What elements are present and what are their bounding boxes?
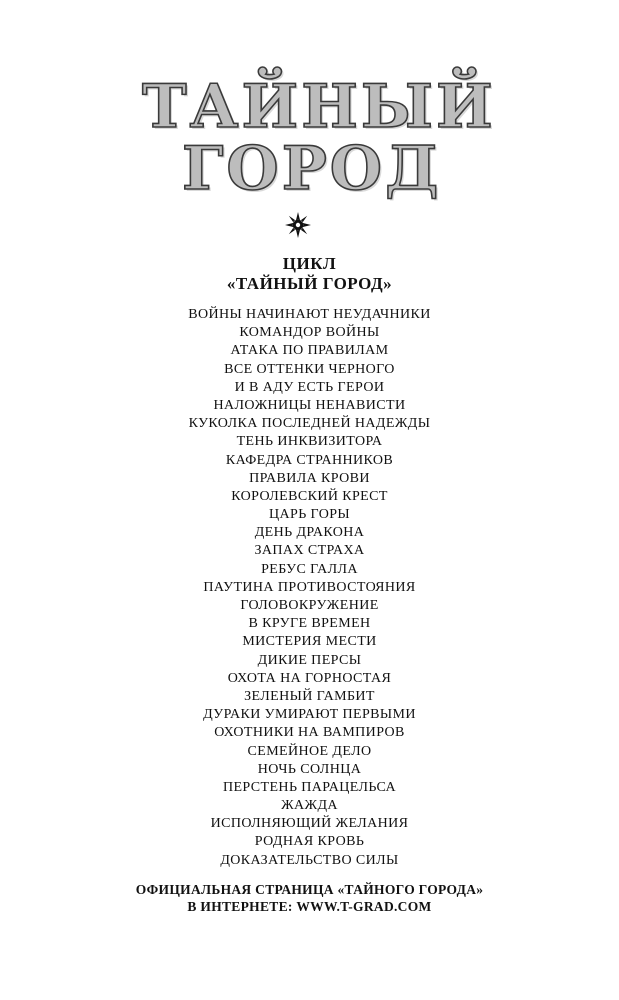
book-title: КАФЕДРА СТРАННИКОВ xyxy=(225,452,394,468)
book-title: ОХОТНИКИ НА ВАМПИРОВ xyxy=(214,725,405,741)
book-title: ПЕРСТЕНЬ ПАРАЦЕЛЬСА xyxy=(222,779,397,795)
book-title: ЖАЖДА xyxy=(281,798,338,814)
book-title: ГОЛОВОКРУЖЕНИЕ xyxy=(240,598,379,613)
series-heading-label: ЦИКЛ xyxy=(282,254,337,273)
book-title: ДОКАЗАТЕЛЬСТВО СИЛЫ xyxy=(220,852,399,868)
book-title: ДЕНЬ ДРАКОНА xyxy=(254,525,365,541)
footer-official-page: ОФИЦИАЛЬНАЯ СТРАНИЦА «ТАЙНОГО ГОРОДА» xyxy=(135,882,484,897)
book-title: ЗАПАХ СТРАХА xyxy=(254,543,365,559)
website-link[interactable]: WWW.T-GRAD.COM xyxy=(296,899,432,914)
book-title: НОЧЬ СОЛНЦА xyxy=(257,761,362,777)
book-title: КОРОЛЕВСКИЙ КРЕСТ xyxy=(231,488,388,504)
book-title: ТЕНЬ ИНКВИЗИТОРА xyxy=(236,434,383,450)
book-title: МИСТЕРИЯ МЕСТИ xyxy=(242,634,377,650)
book-title: ВСЕ ОТТЕНКИ ЧЕРНОГО xyxy=(224,361,395,377)
book-title: НАЛОЖНИЦЫ НЕНАВИСТИ xyxy=(213,397,406,413)
book-title: ИСПОЛНЯЮЩИЙ ЖЕЛАНИЯ xyxy=(210,816,409,832)
book-title: СЕМЕЙНОЕ ДЕЛО xyxy=(247,743,372,759)
logo-line-2: ГОРОД xyxy=(182,134,442,204)
logo-line-1: ТАЙНЫЙ xyxy=(142,72,496,142)
book-title: ПАУТИНА ПРОТИВОСТОЯНИЯ xyxy=(203,579,416,595)
book-title: РЕБУС ГАЛЛА xyxy=(261,561,358,577)
book-title: АТАКА ПО ПРАВИЛАМ xyxy=(230,343,389,359)
book-title: ОХОТА НА ГОРНОСТАЯ xyxy=(227,670,392,686)
book-title: В КРУГЕ ВРЕМЕН xyxy=(248,616,371,632)
book-title: ЗЕЛЕНЫЙ ГАМБИТ xyxy=(244,688,375,704)
book-title: КОМАНДОР ВОЙНЫ xyxy=(239,325,380,341)
book-title: ДИКИЕ ПЕРСЫ xyxy=(257,652,362,668)
book-title: ЦАРЬ ГОРЫ xyxy=(269,507,350,523)
book-title: ДУРАКИ УМИРАЮТ ПЕРВЫМИ xyxy=(203,707,416,723)
star-ornament-icon xyxy=(285,212,311,238)
footer-website xyxy=(0,899,619,915)
series-logo xyxy=(120,72,496,204)
book-list xyxy=(0,306,619,870)
book-title: ВОЙНЫ НАЧИНАЮТ НЕУДАЧНИКИ xyxy=(188,307,431,322)
book-title: КУКОЛКА ПОСЛЕДНЕЙ НАДЕЖДЫ xyxy=(188,416,431,432)
book-title: ПРАВИЛА КРОВИ xyxy=(249,470,370,486)
book-title: РОДНАЯ КРОВЬ xyxy=(254,834,365,850)
series-heading-title: «ТАЙНЫЙ ГОРОД» xyxy=(226,274,393,293)
footer-website-prefix: В ИНТЕРНЕТЕ: xyxy=(187,899,297,914)
book-title: И В АДУ ЕСТЬ ГЕРОИ xyxy=(234,379,385,395)
